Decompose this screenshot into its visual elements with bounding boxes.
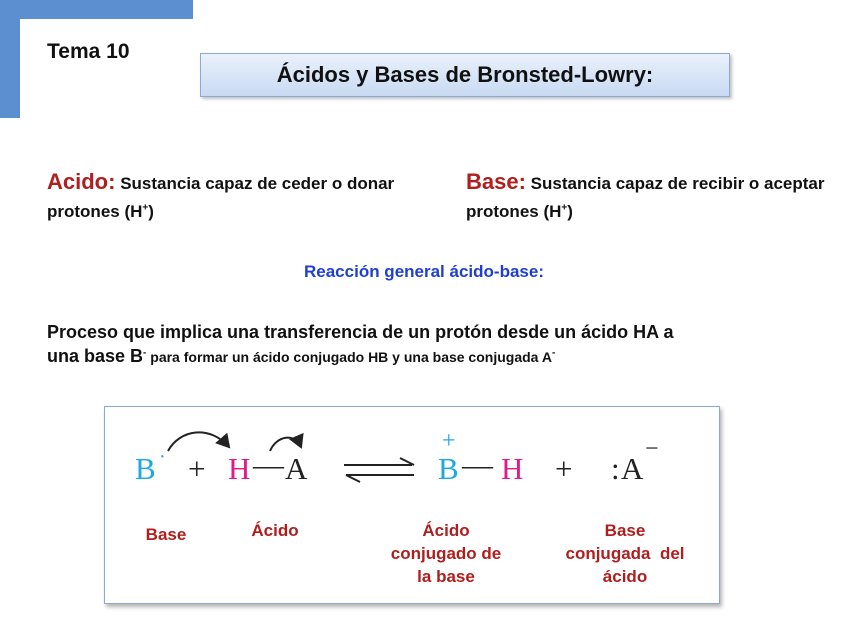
process-b-charge: - [143,347,147,359]
base-proton-charge: + [561,202,568,214]
bond-1: — [253,447,284,482]
conj-acid-line-1: Ácido [422,521,470,540]
plus-sign-2: + [555,451,573,486]
species-b-conjugate: B [438,451,459,486]
acid-definition-end: ) [148,202,154,221]
conj-base-line-3: ácido [602,567,648,586]
process-description [47,320,827,370]
base-definition-text: Sustancia capaz de recibir o aceptar protones (H [466,174,825,221]
acid-definition-text: Sustancia capaz de ceder o donar protones (H [47,174,395,221]
reaction-title: Reacción general ácido-base: [304,262,544,281]
species-a-conjugate: A [621,451,644,486]
b-lone-pair: · [159,446,166,468]
acid-definition [47,168,417,226]
base-term: Base: [466,169,526,194]
accent-bar-horizontal [0,0,193,19]
label-base: Base [145,525,187,544]
label-conjugate-base [545,519,705,588]
species-b: B [135,451,156,486]
process-line-2-rest: para formar un ácido conjugado HB y una base conjugada A [146,349,552,365]
reaction-scheme [104,406,720,604]
page-title: Ácidos y Bases de Bronsted-Lowry: [200,53,730,97]
topic-label: Tema 10 [47,40,130,63]
species-h-conjugate: H [501,451,524,486]
acid-proton-charge: + [142,202,149,214]
conj-base-line-1: Base [604,521,646,540]
base-definition-end: ) [567,202,573,221]
conj-acid-line-2: conjugado de [390,544,502,563]
base-definition [466,168,826,226]
process-line-1: Proceso que implica una transferencia de un protón desde un ácido HA a [47,322,674,342]
process-line-2 [47,344,827,370]
acid-term: Acido: [47,169,116,194]
a-minus-charge: − [645,436,659,462]
process-line-2-start: una base B [47,346,144,366]
label-acid: Ácido [251,521,299,540]
electron-arrow-1 [168,432,229,451]
label-conjugate-acid [371,519,521,588]
plus-sign-1: + [188,451,206,486]
a-lone-pair: : [611,451,620,486]
equilibrium-arrows [340,455,420,485]
species-a: A [285,451,308,486]
b-plus-charge: + [442,428,456,454]
conj-base-line-2: conjugada del [565,544,685,563]
species-h: H [228,451,251,486]
conj-acid-line-3: la base [417,567,475,586]
process-a-charge: - [551,347,556,359]
bond-2: — [462,447,493,482]
